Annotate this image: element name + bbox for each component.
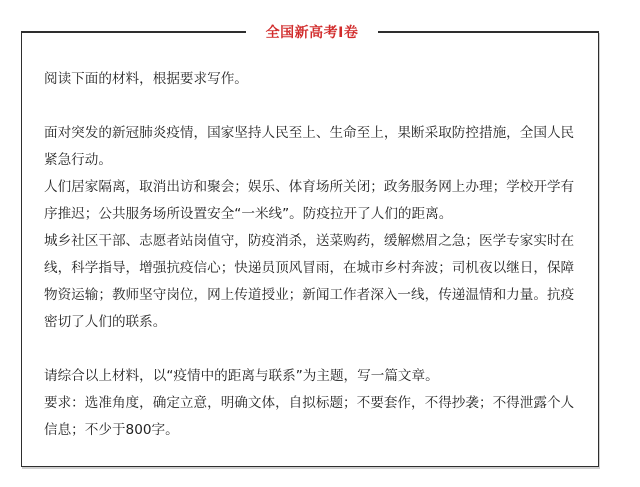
task-text: 请综合以上材料，以“疫情中的距离与联系”为主题，写一篇文章。	[44, 368, 439, 384]
essay-prompt	[44, 66, 584, 444]
material-paragraph: 人们居家隔离，取消出访和聚会；娱乐、体育场所关闭；政务服务网上办理；学校开学有序推迟；公共服务场所设置安全“一米线”。防疫拉开了人们的距离。	[44, 179, 575, 222]
exam-title: 全国新高考Ⅰ卷	[265, 25, 359, 41]
title-container	[246, 22, 378, 44]
requirements-text: 要求：选准角度，确定立意，明确文体，自拟标题；不要套作，不得抄袭；不得泄露个人信息；不少于800字。	[44, 395, 575, 438]
instruction-text: 阅读下面的材料，根据要求写作。	[44, 71, 248, 87]
top-border-right	[378, 31, 599, 33]
spacer	[44, 336, 584, 363]
top-border-left	[21, 31, 246, 33]
material-paragraph: 城乡社区干部、志愿者站岗值守，防疫消杀，送菜购药，缓解燃眉之急；医学专家实时在线，科学指导，增强抗疫信心；快递员顶风冒雨，在城市乡村奔波；司机夜以继日，保障物资运输；教师坚守岗位，网上传道授业；新闻工作者深入一线，传递温情和力量。抗疫密切了人们的联系。	[44, 233, 575, 330]
material-paragraph: 面对突发的新冠肺炎疫情，国家坚持人民至上、生命至上，果断采取防控措施，全国人民紧急行动。	[44, 125, 575, 168]
spacer	[44, 93, 584, 120]
